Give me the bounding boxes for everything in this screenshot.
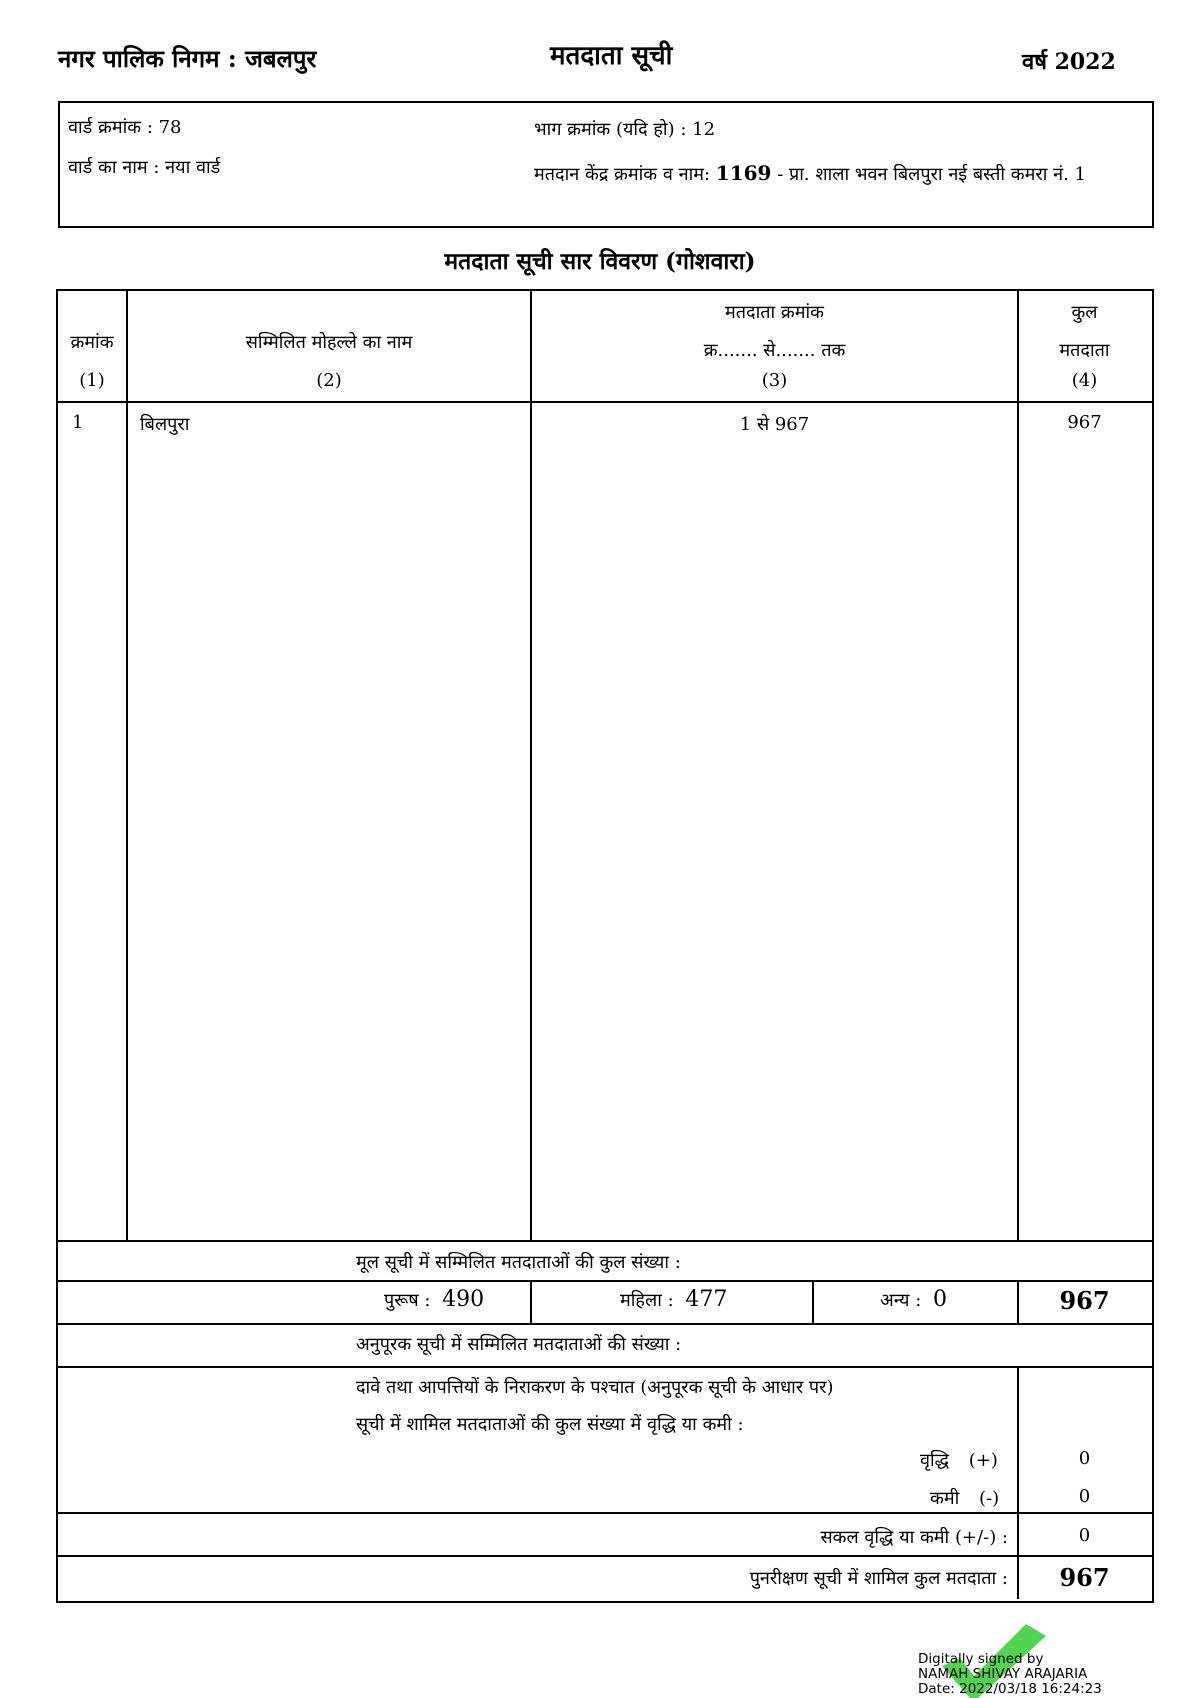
- page-title: मतदाता सूची: [550, 41, 673, 71]
- gender-divider-1: [530, 1280, 532, 1323]
- totals-line-3: [56, 1323, 1152, 1325]
- row-total: 967: [1067, 412, 1102, 433]
- increase-row: [920, 1448, 998, 1472]
- col3-header-line1: मतदाता क्रमांक: [725, 302, 824, 323]
- booth-prefix: मतदान केंद्र क्रमांक व नाम:: [534, 164, 716, 185]
- polling-booth: [534, 161, 1086, 186]
- net-change-value: 0: [1078, 1525, 1091, 1546]
- decrease-sign: (-): [978, 1488, 1000, 1509]
- increase-value: 0: [1078, 1448, 1091, 1469]
- signature-line1: Digitally signed by: [918, 1651, 1044, 1667]
- col2-header: सम्मिलित मोहल्ले का नाम: [245, 332, 413, 353]
- digital-signature: [918, 1652, 1102, 1697]
- gender-divider-2: [812, 1280, 814, 1323]
- ward-number: वार्ड क्रमांक : 78: [68, 117, 182, 138]
- totals-line-4: [56, 1366, 1152, 1368]
- col3-header-line2: क्र....... से....... तक: [703, 340, 846, 361]
- corporation-name: नगर पालिक निगम : जबलपुर: [58, 44, 317, 73]
- col4-number: (4): [1071, 370, 1098, 391]
- totals-line-5: [56, 1512, 1152, 1514]
- ward-name: वार्ड का नाम : नया वार्ड: [68, 157, 221, 178]
- revised-total-label: पुनरीक्षण सूची में शामिल कुल मतदाता :: [749, 1568, 1008, 1589]
- year-label: वर्ष 2022: [1022, 49, 1116, 75]
- other-value: 0: [933, 1287, 948, 1312]
- decrease-label: कमी: [930, 1488, 960, 1509]
- col1-header: क्रमांक: [70, 332, 114, 353]
- male-count: [384, 1287, 484, 1312]
- grand-total: 967: [1059, 1286, 1110, 1315]
- info-box: [58, 101, 1154, 228]
- decrease-value: 0: [1078, 1486, 1091, 1507]
- row-serial: 1: [72, 412, 84, 433]
- summary-table: [56, 289, 1154, 1603]
- booth-number: 1169: [715, 161, 772, 185]
- decrease-row: [930, 1486, 999, 1510]
- claims-line2: सूची में शामिल मतदाताओं की कुल संख्या में वृद्धि या कमी :: [356, 1414, 744, 1435]
- net-change-label: सकल वृद्धि या कमी (+/-) :: [820, 1527, 1008, 1548]
- header-separator: [56, 401, 1152, 403]
- other-label: अन्य :: [880, 1290, 922, 1311]
- col4-header-line2: मतदाता: [1059, 340, 1110, 361]
- booth-name: - प्रा. शाला भवन बिलपुरा नई बस्ती कमरा नं. 1: [771, 164, 1087, 185]
- part-number: भाग क्रमांक (यदि हो) : 12: [534, 119, 716, 140]
- male-value: 490: [442, 1287, 485, 1312]
- col2-number: (2): [316, 370, 342, 391]
- totals-line-2: [56, 1280, 1152, 1282]
- row-range: 1 से 967: [739, 414, 810, 435]
- female-count: [620, 1287, 727, 1312]
- totals-line-1: [56, 1240, 1152, 1242]
- female-label: महिला :: [620, 1290, 674, 1311]
- revised-total-value: 967: [1059, 1563, 1110, 1592]
- claims-line1: दावे तथा आपत्तियों के निराकरण के पश्चात (अनुपूरक सूची के आधार पर): [356, 1377, 834, 1398]
- signature-line3: Date: 2022/03/18 16:24:23: [918, 1681, 1102, 1697]
- totals-line-6: [56, 1555, 1152, 1557]
- female-value: 477: [685, 1287, 728, 1312]
- col4-header-line1: कुल: [1071, 302, 1098, 323]
- row-locality: बिलपुरा: [140, 414, 190, 435]
- col1-number: (1): [79, 370, 105, 391]
- supplementary-label: अनुपूरक सूची में सम्मिलित मतदाताओं की संख्या :: [356, 1334, 682, 1355]
- table-row: [0, 412, 1200, 442]
- main-list-label: मूल सूची में सम्मिलित मतदाताओं की कुल संख्या :: [356, 1252, 681, 1273]
- col3-number: (3): [761, 370, 788, 391]
- summary-title: मतदाता सूची सार विवरण (गोशवारा): [444, 248, 756, 275]
- other-count: [880, 1287, 947, 1312]
- increase-label: वृद्धि: [920, 1450, 950, 1471]
- signature-line2: NAMAH SHIVAY ARAJARIA: [918, 1666, 1088, 1682]
- male-label: पुरूष :: [384, 1290, 431, 1311]
- increase-sign: (+): [968, 1450, 998, 1471]
